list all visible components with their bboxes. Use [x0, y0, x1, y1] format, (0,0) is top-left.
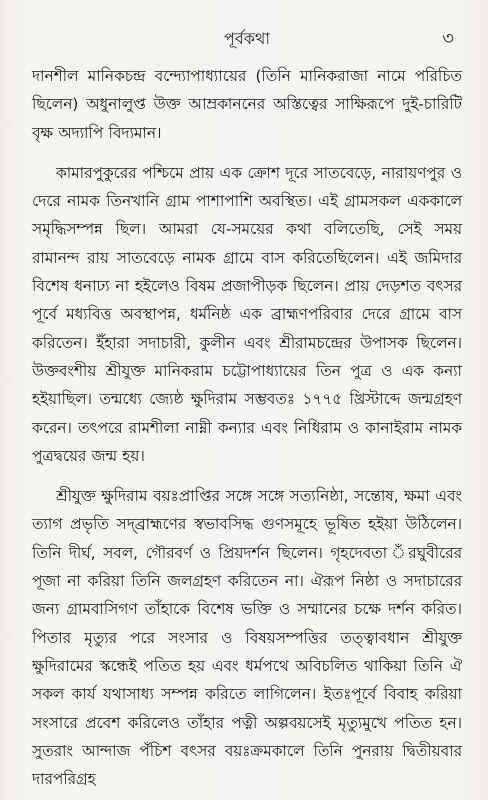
page-number: ৩	[442, 28, 454, 49]
paragraph-1: দানশীল মানিকচন্দ্র বন্দ্যোপাধ্যায়ের (তিনি মানিকরাজা নামে পরিচিত ছিলেন) অধুনালুপ্ত উক্ত আম্রকাননের অস্তিত্বের সাক্ষিরূপে দুই-চারিটি বৃক্ষ অদ্যাপি বিদ্যমান।	[32, 67, 462, 142]
paragraph-3: শ্রীযুক্ত ক্ষুদিরাম বয়ঃপ্রাপ্তির সঙ্গে সঙ্গে সত্যনিষ্ঠা, সন্তোষ, ক্ষমা এবং ত্যাগ প্রভৃতি সদ্‌ব্রাহ্মণের স্বভাবসিদ্ধ গুণসমূহে ভূষিত হইয়া উঠিলেন। তিনি দীর্ঘ, সবল, গৌরবর্ণ ও প্রিয়দর্শন ছিলেন। গৃহদেবতা ঁরঘুবীরের পূজা না করিয়া তিনি জলগ্রহণ করিতেন না। ঐরূপ নিষ্ঠা ও সদাচারের জন্য গ্রামবাসিগণ তাঁহাকে বিশেষ ভক্তি ও সম্মানের চক্ষে দর্শন করিত। পিতার মৃত্যুর পরে সংসার ও বিষয়সম্পত্তির তত্ত্বাবধান শ্রীযুক্ত ক্ষুদিরামের স্কন্ধেই পতিত হয় এবং ধর্মপথে অবিচলিত থাকিয়া তিনি ঐ সকল কার্য যথাসাধ্য সম্পন্ন করিতে লাগিলেন। ইতঃপূর্বে বিবাহ করিয়া সংসারে প্রবেশ করিলেও তাঁহার পত্নী অল্পবয়সেই মৃত্যুমুখে পতিত হন। সুতরাং আন্দাজ পঁচিশ বৎসর বয়ঃক্রমকালে তিনি পুনরায় দ্বিতীয়বার দারপরিগ্রহ	[32, 487, 462, 789]
paragraph-2: কামারপুকুরের পশ্চিমে প্রায় এক ক্রোশ দূরে সাতবেড়ে, নারায়ণপুর ও দেরে নামক তিনখানি গ্রাম পাশাপাশি অবস্থিত। এই গ্রামসকল এককালে সমৃদ্ধিসম্পন্ন ছিল। আমরা যে-সময়ের কথা বলিতেছি, সেই সময় রামানন্দ রায় সাতবেড়ে নামক গ্রামে বাস করিতেছিলেন। এই জমিদার বিশেষ ধনাঢ্য না হইলেও বিষম প্রজাপীড়ক ছিলেন। প্রায় দেড়শত বৎসর পূর্বে মধ্যবিত্ত অবস্থাপন্ন, ধর্মনিষ্ঠ এক ব্রাহ্মণপরিবার দেরে গ্রামে বাস করিতেন। ইঁহারা সদাচারী, কুলীন এবং শ্রীরামচন্দ্রের উপাসক ছিলেন। উক্তবংশীয় শ্রীযুক্ত মানিকরাম চট্টোপাধ্যায়ের তিন পুত্র ও এক কন্যা হইয়াছিল। তন্মধ্যে জ্যেষ্ঠ ক্ষুদিরাম সম্ভবতঃ ১৭৭৫ খ্রিস্টাব্দে জন্মগ্রহণ করেন। তৎপরে রামশীলা নাম্নী কন্যার এবং নিধিরাম ও কানাইরাম নামক পুত্রদ্বয়ের জন্ম হয়।	[32, 163, 462, 465]
running-title: পূর্বকথা	[224, 29, 270, 48]
body-text	[32, 62, 462, 793]
page-header	[32, 0, 462, 62]
